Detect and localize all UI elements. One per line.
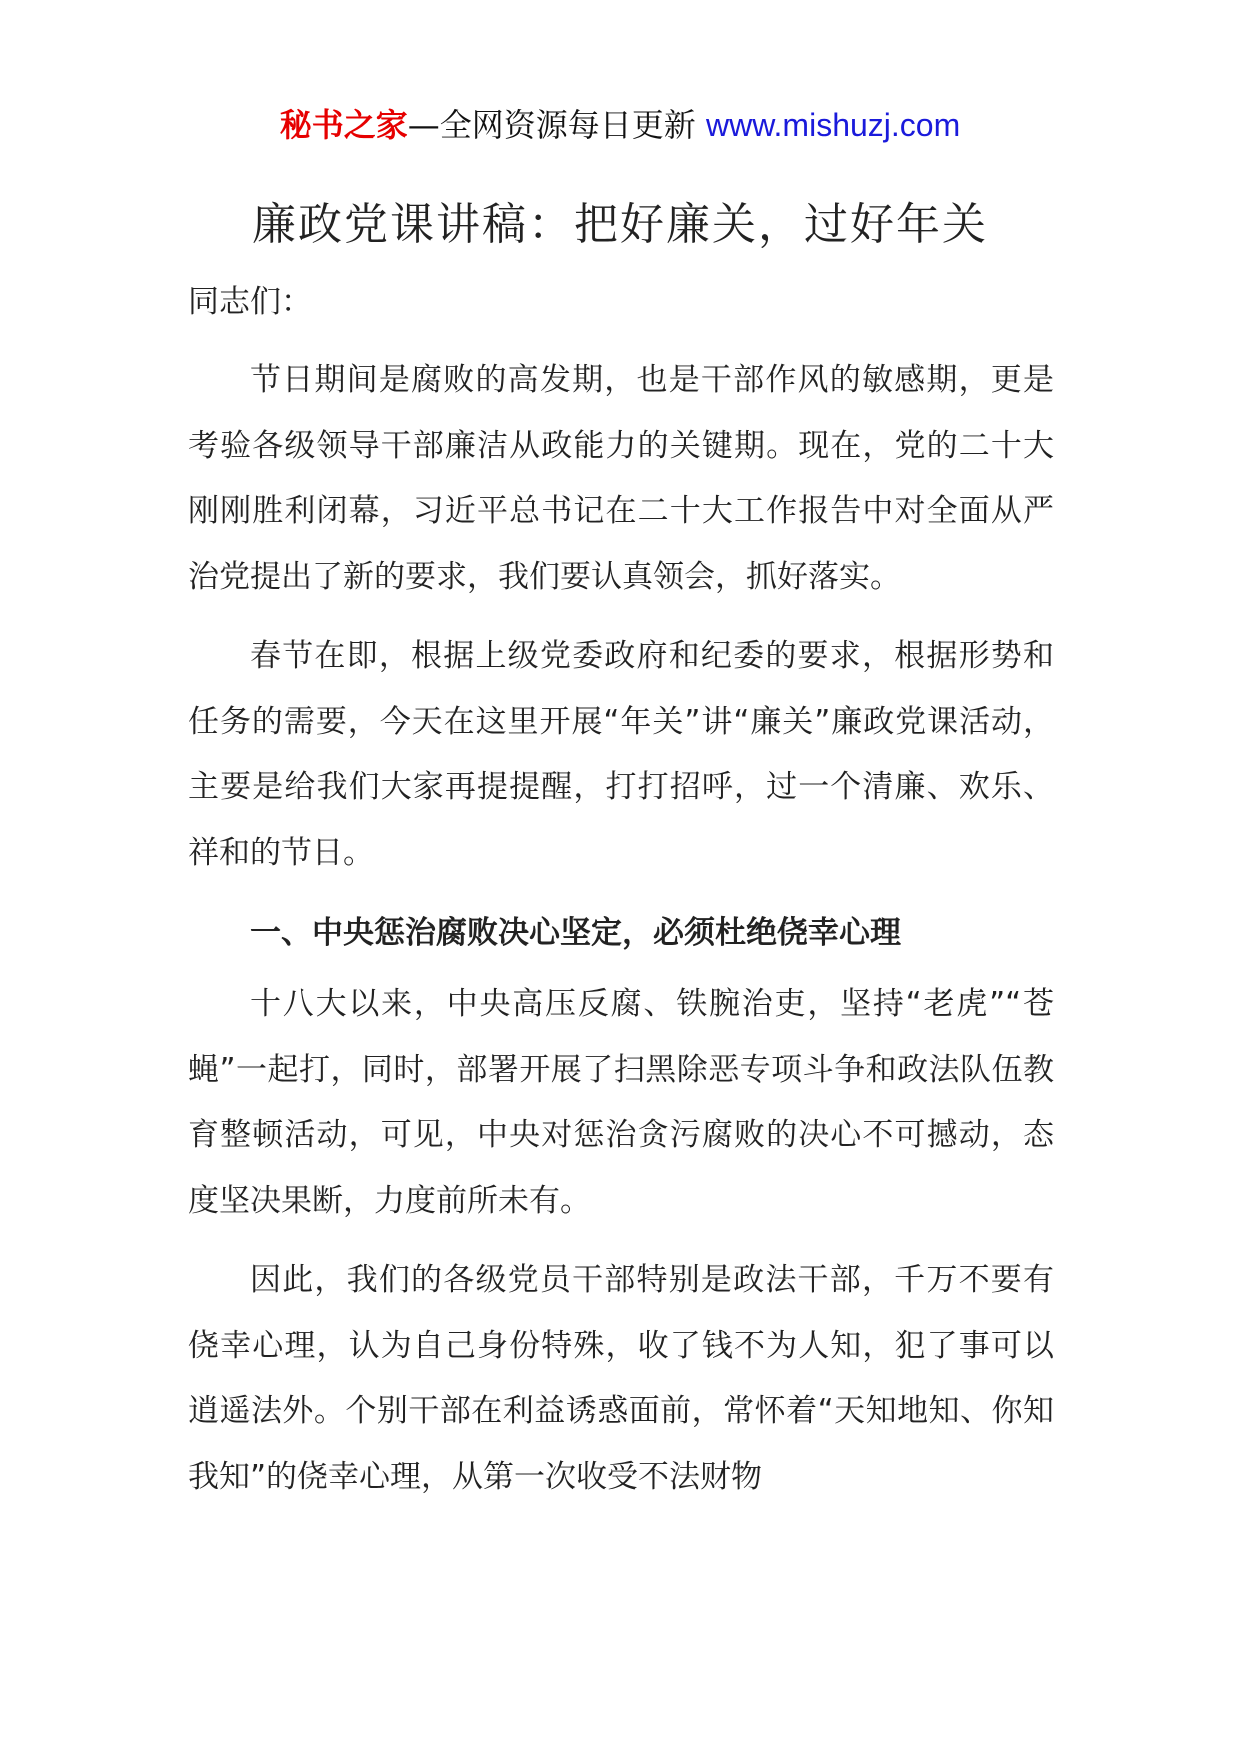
site-brand: 秘书之家 <box>279 106 408 144</box>
paragraph: 因此，我们的各级党员干部特别是政法干部，千万不要有侥幸心理，认为自己身份特殊，收了钱不为人知，犯了事可以逍遥法外。个别干部在利益诱惑面前，常怀着“天知地知、你知我知”的侥幸心理，从第一次收受不法财物 <box>188 1262 1054 1495</box>
section-heading: 一、中央惩治腐败决心坚定，必须杜绝侥幸心理 <box>250 915 901 951</box>
paragraph: 节日期间是腐败的高发期，也是干部作风的敏感期，更是考验各级领导干部廉洁从政能力的关键期。现在，党的二十大刚刚胜利闭幕，习近平总书记在二十大工作报告中对全面从严治党提出了新的要求，我们要认真领会，抓好落实。 <box>188 362 1054 595</box>
document-title: 廉政党课讲稿：把好廉关，过好年关 <box>252 199 988 250</box>
paragraph: 十八大以来，中央高压反腐、铁腕治吏，坚持“老虎”“苍蝇”一起打，同时，部署开展了扫黑除恶专项斗争和政法队伍教育整顿活动，可见，中央对惩治贪污腐败的决心不可撼动，态度坚决果断，力度前所未有。 <box>188 986 1054 1219</box>
site-url-link[interactable]: www.mishuzj.com <box>705 107 961 143</box>
paragraph: 春节在即，根据上级党委政府和纪委的要求，根据形势和任务的需要，今天在这里开展“年关”讲“廉关”廉政党课活动，主要是给我们大家再提提醒，打打招呼，过一个清廉、欢乐、祥和的节日。 <box>188 638 1054 871</box>
site-header <box>0 98 1240 152</box>
salutation: 同志们： <box>188 284 312 320</box>
document-body <box>188 272 1054 1524</box>
site-tagline: —全网资源每日更新 <box>407 106 706 144</box>
